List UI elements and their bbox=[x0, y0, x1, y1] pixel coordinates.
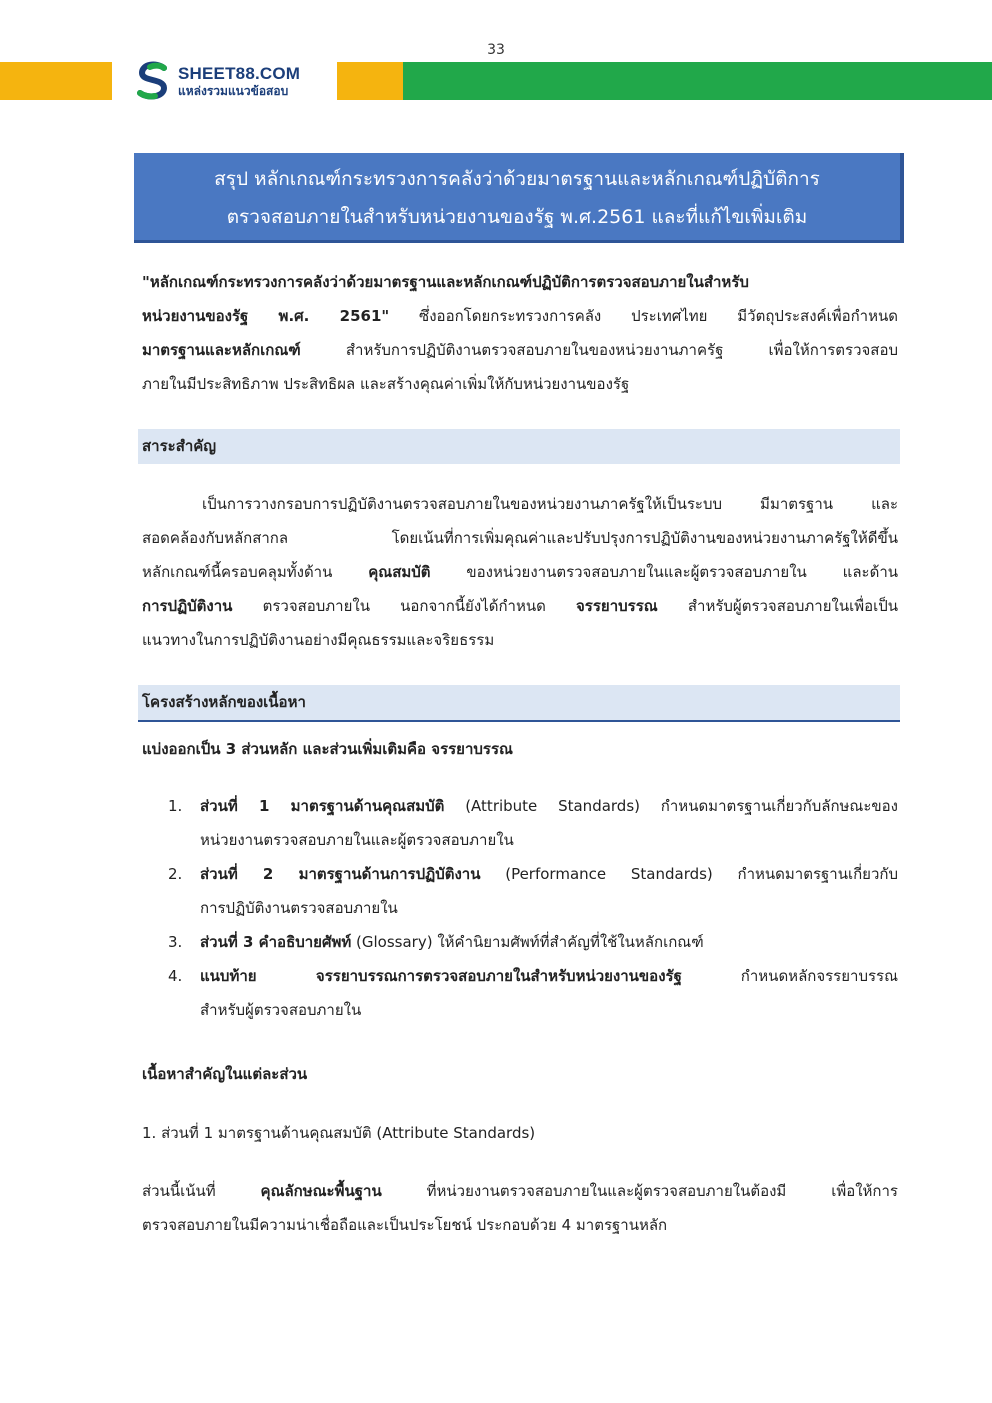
header-band-green bbox=[403, 62, 992, 100]
list-item-line-2: หน่วยงานตรวจสอบภายในและผู้ตรวจสอบภายใน bbox=[200, 831, 514, 849]
key-line-3a: หลักเกณฑ์นี้ครอบคลุมทั้งด้าน bbox=[142, 563, 369, 581]
part1-line-2: ตรวจสอบภายในมีความน่าเชื่อถือและเป็นประโยชน์ ประกอบด้วย 4 มาตรฐานหลัก bbox=[142, 1216, 668, 1234]
list-item-bold: ส่วนที่ 3 คำอธิบายศัพท์ bbox=[200, 933, 352, 951]
key-line-4a: การปฏิบัติงาน bbox=[142, 597, 233, 615]
part1-line-1a: ส่วนนี้เน้นที่ bbox=[142, 1182, 261, 1200]
key-line-3b: คุณสมบัติ bbox=[368, 563, 431, 581]
list-item-number: 1. bbox=[168, 797, 183, 815]
intro-line-2: ซึ่งออกโดยกระทรวงการคลัง ประเทศไทย มีวัตถุประสงค์เพื่อกำหนด bbox=[389, 307, 898, 325]
content-heading: เนื้อหาสำคัญในแต่ละส่วน bbox=[142, 1065, 308, 1083]
part1-title: 1. ส่วนที่ 1 มาตรฐานด้านคุณสมบัติ (Attribute Standards) bbox=[142, 1124, 536, 1142]
key-line-4b: ตรวจสอบภายใน นอกจากนี้ยังได้กำหนด bbox=[232, 597, 577, 615]
list-item bbox=[168, 789, 898, 857]
header-band-yellow-left bbox=[0, 62, 112, 100]
section-heading-structure: โครงสร้างหลักของเนื้อหา bbox=[138, 685, 900, 722]
list-item-bold: ส่วนที่ 1 มาตรฐานด้านคุณสมบัติ bbox=[200, 797, 445, 815]
list-item-line-2: การปฏิบัติงานตรวจสอบภายใน bbox=[200, 899, 398, 917]
list-item bbox=[168, 925, 898, 959]
title-line-2: ตรวจสอบภายในสำหรับหน่วยงานของรัฐ พ.ศ.2561 และที่แก้ไขเพิ่มเติม bbox=[226, 206, 808, 228]
document-title bbox=[134, 153, 904, 243]
key-line-2: สอดคล้องกับหลักสากล โดยเน้นที่การเพิ่มคุณค่าและปรับปรุงการปฏิบัติงานของหน่วยงานภาครัฐให้ดีขึ้น bbox=[142, 529, 898, 547]
key-line-4d: สำหรับผู้ตรวจสอบภายในเพื่อเป็น bbox=[657, 597, 898, 615]
intro-line-1: "หลักเกณฑ์กระทรวงการคลังว่าด้วยมาตรฐานและหลักเกณฑ์ปฏิบัติการตรวจสอบภายในสำหรับ bbox=[142, 273, 749, 291]
key-paragraph bbox=[142, 487, 898, 657]
list-item-bold: แนบท้าย จรรยาบรรณการตรวจสอบภายในสำหรับหน่วยงานของรัฐ bbox=[200, 967, 682, 985]
key-line-4c: จรรยาบรรณ bbox=[576, 597, 658, 615]
list-item-text: (Glossary) ให้คำนิยามศัพท์ที่สำคัญที่ใช้ในหลักเกณฑ์ bbox=[351, 933, 704, 951]
intro-line-2-bold: หน่วยงานของรัฐ พ.ศ. 2561" bbox=[142, 307, 390, 325]
sheet88-logo-icon bbox=[134, 60, 172, 102]
list-item-number: 2. bbox=[168, 865, 183, 883]
intro-paragraph bbox=[142, 265, 898, 401]
title-line-1: สรุป หลักเกณฑ์กระทรวงการคลังว่าด้วยมาตรฐานและหลักเกณฑ์ปฏิบัติการ bbox=[214, 168, 820, 190]
part1-line-1b: คุณลักษณะพื้นฐาน bbox=[260, 1182, 382, 1200]
list-item bbox=[168, 959, 898, 1027]
list-item-text: (Performance Standards) กำหนดมาตรฐานเกี่ยวกับ bbox=[480, 865, 899, 883]
list-item-number: 3. bbox=[168, 933, 183, 951]
structure-subheading: แบ่งออกเป็น 3 ส่วนหลัก และส่วนเพิ่มเติมคือ จรรยาบรรณ bbox=[142, 740, 513, 758]
section-heading-key: สาระสำคัญ bbox=[138, 429, 900, 464]
list-item-text: กำหนดหลักจรรยาบรรณ bbox=[681, 967, 899, 985]
structure-list bbox=[168, 789, 898, 1027]
logo-subtitle: แหล่งรวมแนวข้อสอบ bbox=[178, 84, 289, 98]
list-item-number: 4. bbox=[168, 967, 183, 985]
header-band-yellow-mid bbox=[337, 62, 403, 100]
logo-title: SHEET88.COM bbox=[178, 64, 301, 83]
part1-line-1c: ที่หน่วยงานตรวจสอบภายในและผู้ตรวจสอบภายในต้องมี เพื่อให้การ bbox=[381, 1182, 898, 1200]
key-line-5: แนวทางในการปฏิบัติงานอย่างมีคุณธรรมและจริยธรรม bbox=[142, 631, 495, 649]
key-line-1: เป็นการวางกรอบการปฏิบัติงานตรวจสอบภายในของหน่วยงานภาครัฐให้เป็นระบบ มีมาตรฐาน และ bbox=[202, 495, 898, 513]
intro-line-3-bold: มาตรฐานและหลักเกณฑ์ bbox=[142, 341, 301, 359]
list-item bbox=[168, 857, 898, 925]
part1-paragraph bbox=[142, 1174, 898, 1242]
key-line-3c: ของหน่วยงานตรวจสอบภายในและผู้ตรวจสอบภายใน และด้าน bbox=[430, 563, 899, 581]
list-item-bold: ส่วนที่ 2 มาตรฐานด้านการปฏิบัติงาน bbox=[200, 865, 481, 883]
intro-line-4: ภายในมีประสิทธิภาพ ประสิทธิผล และสร้างคุณค่าเพิ่มให้กับหน่วยงานของรัฐ bbox=[142, 375, 630, 393]
page-number: 33 bbox=[487, 42, 505, 58]
list-item-text: (Attribute Standards) กำหนดมาตรฐานเกี่ยวกับลักษณะของ bbox=[444, 797, 898, 815]
logo bbox=[134, 60, 334, 102]
intro-line-3: สำหรับการปฏิบัติงานตรวจสอบภายในของหน่วยงานภาครัฐ เพื่อให้การตรวจสอบ bbox=[300, 341, 898, 359]
list-item-line-2: สำหรับผู้ตรวจสอบภายใน bbox=[200, 1001, 362, 1019]
